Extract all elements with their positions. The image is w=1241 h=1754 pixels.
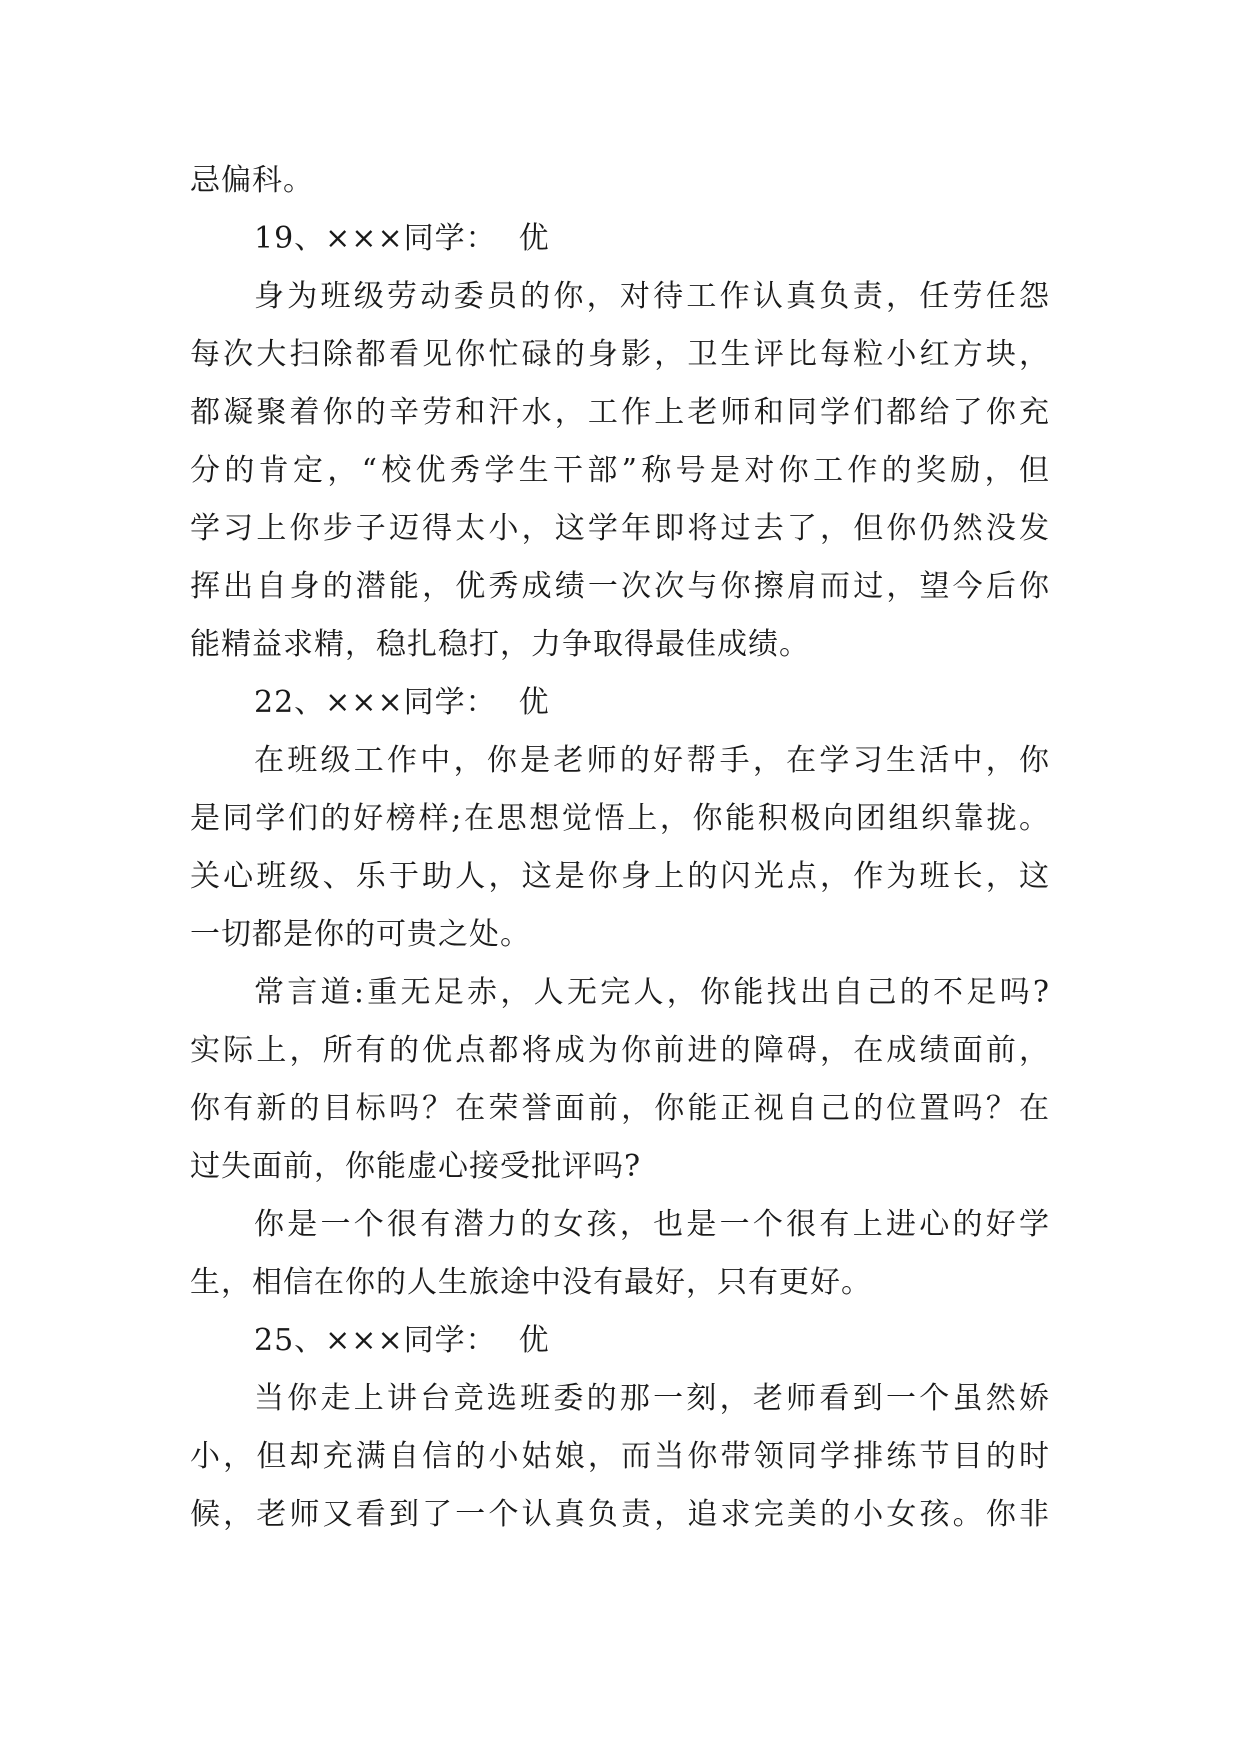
text-line: 都凝聚着你的辛劳和汗水，工作上老师和同学们都给了你充 bbox=[190, 395, 1050, 430]
student-label: 25、×××同学： bbox=[254, 1323, 497, 1358]
student-label: 19、×××同学： bbox=[254, 221, 497, 256]
text-line: 实际上，所有的优点都将成为你前进的障碍，在成绩面前， bbox=[190, 1033, 1050, 1068]
paragraph bbox=[190, 152, 1050, 210]
text-line: 在班级工作中，你是老师的好帮手，在学习生活中，你 bbox=[254, 743, 1050, 778]
grade-value: 优 bbox=[518, 1323, 550, 1358]
paragraph bbox=[190, 1370, 1050, 1544]
grade-value: 优 bbox=[518, 685, 550, 720]
student-heading bbox=[190, 674, 1050, 732]
grade-value: 优 bbox=[518, 221, 550, 256]
paragraph bbox=[190, 1196, 1050, 1312]
paragraph bbox=[190, 268, 1050, 674]
text-line: 常言道:重无足赤，人无完人，你能找出自己的不足吗? bbox=[254, 975, 1050, 1010]
text-line: 小，但却充满自信的小姑娘，而当你带领同学排练节目的时 bbox=[190, 1439, 1050, 1474]
text-line: 候，老师又看到了一个认真负责，追求完美的小女孩。你非 bbox=[190, 1497, 1050, 1532]
text-line: 能精益求精，稳扎稳打，力争取得最佳成绩。 bbox=[190, 627, 810, 662]
text-line: 过失面前，你能虚心接受批评吗? bbox=[190, 1149, 642, 1184]
text-line: 你是一个很有潜力的女孩，也是一个很有上进心的好学 bbox=[254, 1207, 1050, 1242]
text-line: 分的肯定，“校优秀学生干部”称号是对你工作的奖励，但 bbox=[190, 453, 1050, 488]
paragraph bbox=[190, 732, 1050, 964]
paragraph bbox=[190, 964, 1050, 1196]
text-line: 忌偏科。 bbox=[190, 163, 314, 198]
text-line: 是同学们的好榜样;在思想觉悟上，你能积极向团组织靠拢。 bbox=[190, 801, 1050, 836]
text-line: 当你走上讲台竞选班委的那一刻，老师看到一个虽然娇 bbox=[254, 1381, 1050, 1416]
text-line: 你有新的目标吗？在荣誉面前，你能正视自己的位置吗？在 bbox=[190, 1091, 1050, 1126]
text-line: 一切都是你的可贵之处。 bbox=[190, 917, 531, 952]
document-body bbox=[190, 152, 1050, 1544]
text-line: 生，相信在你的人生旅途中没有最好，只有更好。 bbox=[190, 1265, 872, 1300]
student-label: 22、×××同学： bbox=[254, 685, 497, 720]
student-heading bbox=[190, 210, 1050, 268]
text-line: 学习上你步子迈得太小，这学年即将过去了，但你仍然没发 bbox=[190, 511, 1050, 546]
text-line: 每次大扫除都看见你忙碌的身影，卫生评比每粒小红方块， bbox=[190, 337, 1050, 372]
text-line: 关心班级、乐于助人，这是你身上的闪光点，作为班长，这 bbox=[190, 859, 1050, 894]
student-heading bbox=[190, 1312, 1050, 1370]
text-line: 挥出自身的潜能，优秀成绩一次次与你擦肩而过，望今后你 bbox=[190, 569, 1050, 604]
text-line: 身为班级劳动委员的你，对待工作认真负责，任劳任怨 bbox=[254, 279, 1050, 314]
